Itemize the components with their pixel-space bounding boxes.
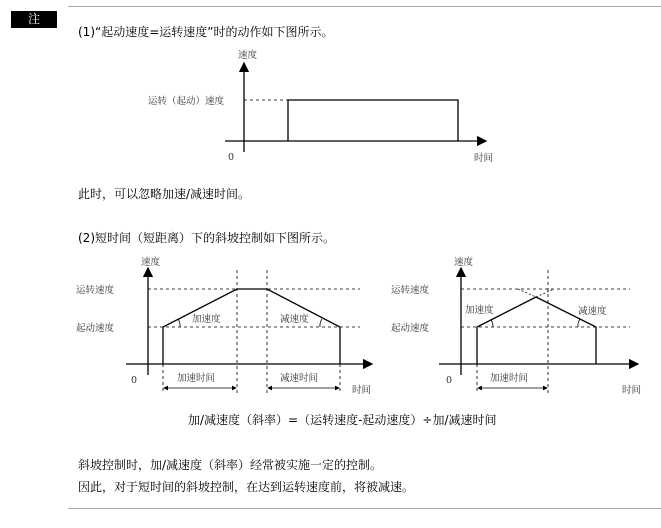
d2-accel-time-label: 加速时间	[177, 373, 216, 384]
section-1-heading: (1)“起动速度=运转速度”时的动作如下图所示。	[78, 25, 334, 39]
d3-start-label: 起动速度	[391, 323, 430, 334]
d3-x-label: 时间	[622, 385, 642, 396]
d3-decel-arc	[578, 319, 580, 327]
diagram-2-trapezoid	[76, 256, 372, 396]
d3-virtual-decel	[536, 289, 554, 297]
d2-accel-label: 加速度	[192, 314, 221, 325]
d3-virtual-accel	[518, 289, 536, 297]
d2-origin: 0	[131, 375, 138, 386]
d1-speed-profile	[288, 100, 458, 141]
diagram-3-triangle	[391, 256, 641, 396]
section-2-heading: (2)短时间（短距离）下的斜坡控制如下图所示。	[78, 231, 335, 245]
slope-formula: 加/减速度（斜率）=（运转速度-起动速度）÷加/减速时间	[188, 413, 497, 427]
d3-accel-label: 加速度	[465, 305, 494, 316]
d2-start-label: 起动速度	[76, 323, 115, 334]
d2-run-label: 运转速度	[76, 285, 115, 296]
diagram-1-constant-speed	[148, 49, 493, 164]
d3-accel-arc	[491, 320, 493, 327]
d2-decel-time-label: 减速时间	[280, 373, 319, 384]
d2-decel-arc	[320, 319, 322, 327]
d2-accel-arc	[178, 319, 180, 327]
d2-y-label: 速度	[141, 257, 161, 268]
d1-level-label: 运转（起动）速度	[148, 96, 225, 107]
d3-origin: 0	[446, 375, 453, 386]
d3-y-label: 速度	[454, 257, 474, 268]
d3-decel-label: 减速度	[578, 306, 607, 317]
explanation-line-2: 因此，对于短时间的斜坡控制，在达到运转速度前，将被减速。	[78, 480, 415, 494]
d1-origin: 0	[228, 152, 235, 163]
d3-run-label: 运转速度	[391, 285, 430, 296]
note-badge: 注	[11, 11, 57, 28]
bottom-rule	[68, 508, 661, 509]
d1-x-label: 时间	[474, 153, 494, 164]
explanation-line-1: 斜坡控制时，加/减速度（斜率）经常被实施一定的控制。	[78, 458, 383, 472]
section-1-note: 此时，可以忽略加速/减速时间。	[78, 187, 251, 201]
d3-accel-time-label: 加速时间	[490, 373, 529, 384]
d1-y-label: 速度	[238, 50, 258, 61]
d2-speed-profile	[163, 289, 340, 364]
d2-x-label: 时间	[352, 385, 372, 396]
d2-decel-label: 减速度	[280, 314, 309, 325]
